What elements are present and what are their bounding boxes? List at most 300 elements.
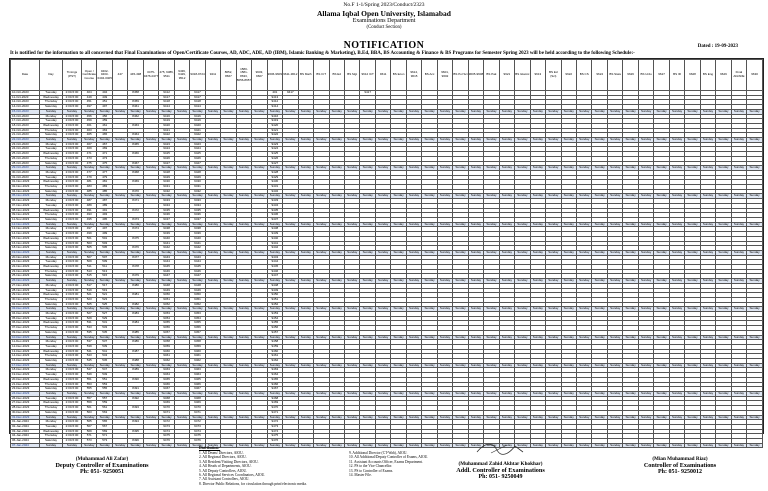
table-cell: Sunday (499, 166, 514, 171)
table-cell: 19-Oct-2023 (11, 128, 40, 133)
table-cell: 9430 (159, 180, 174, 185)
table-cell: Sunday (391, 307, 406, 312)
table-cell: Sunday (97, 363, 112, 368)
table-cell: Sunday (638, 250, 653, 255)
table-cell: 9429 (159, 175, 174, 180)
table-cell: 09-Nov-2023 (11, 213, 40, 218)
table-cell: Sunday (40, 443, 63, 448)
table-cell: 451 (97, 100, 112, 105)
table-cell: Sunday (437, 222, 452, 227)
distribution-item: 12. PS to the Vice Chancellor. (349, 464, 393, 469)
table-cell: 9435 (267, 208, 282, 213)
table-cell: Sunday (422, 279, 437, 284)
table-cell: 2:00-5:00 (63, 349, 82, 354)
table-cell: Sunday (453, 415, 468, 420)
table-cell: 9452 (190, 302, 205, 307)
table-cell: Sunday (406, 109, 421, 114)
table-cell: Sunday (143, 307, 158, 312)
table-cell: 495 (82, 217, 97, 222)
table-cell: 537 (97, 340, 112, 345)
table-cell: 9449 (267, 288, 282, 293)
table-cell: Sunday (685, 222, 700, 227)
column-header: 9622 (561, 60, 576, 91)
table-cell: Sunday (700, 222, 715, 227)
table-cell: 475 (97, 161, 112, 166)
table-cell: 483 (82, 185, 97, 190)
table-cell: Sunday (623, 250, 638, 255)
distribution-item: 11. Assistant Accounts Officer, Exams Department. (349, 459, 423, 464)
table-cell: 2:00-5:00 (63, 208, 82, 213)
table-cell: Sunday (344, 443, 359, 448)
table-cell: Sunday (700, 279, 715, 284)
table-cell: Thursday (40, 156, 63, 161)
table-cell: 8475 (128, 236, 143, 241)
table-cell: Sunday (453, 363, 468, 368)
table-cell: Sunday (329, 363, 344, 368)
table-cell: Sunday (669, 250, 684, 255)
column-header: 8652, 8667 (221, 60, 236, 91)
table-cell: 9459 (159, 344, 174, 349)
table-cell: Sunday (143, 222, 158, 227)
table-cell: 9445 (267, 265, 282, 270)
table-cell: Sunday (747, 166, 763, 171)
table-cell: Tuesday (40, 175, 63, 180)
table-cell: Sunday (40, 194, 63, 199)
table-cell: Sunday (236, 335, 251, 340)
column-header: BS Econ (391, 60, 406, 91)
table-cell: 18-Oct-2023 (11, 123, 40, 128)
table-cell: Sunday (406, 335, 421, 340)
table-cell: Sunday (592, 415, 607, 420)
table-cell: 2:00-5:00 (63, 119, 82, 124)
table-cell: Sunday (236, 443, 251, 448)
table-cell: Sunday (128, 194, 143, 199)
table-cell: Sunday (484, 279, 499, 284)
table-cell: 467 (82, 142, 97, 147)
column-header: 9630 (747, 60, 763, 91)
table-cell: Sunday (344, 138, 359, 143)
table-cell: 8492 (128, 396, 143, 401)
table-cell: Sunday (63, 443, 82, 448)
table-cell: Sunday (298, 307, 313, 312)
table-cell: 26-Dec-2023 (11, 396, 40, 401)
table-cell: 473 (97, 156, 112, 161)
column-header: 0475-0476-0477 (143, 60, 158, 91)
table-cell: Sunday (499, 250, 514, 255)
table-cell: 571 (97, 434, 112, 439)
table-cell: 9446 (159, 269, 174, 274)
table-cell: 9461 (159, 354, 174, 359)
distribution-item: 2. All Regional Directors, AIOU. (199, 455, 247, 460)
table-cell: 06-Dec-2023 (11, 321, 40, 326)
table-cell: Sunday (577, 363, 592, 368)
table-cell: Sunday (515, 363, 530, 368)
table-cell: Sunday (314, 194, 329, 199)
table-row (11, 250, 763, 255)
table-cell: 501 (82, 236, 97, 241)
table-cell: Sunday (360, 138, 375, 143)
table-cell: 9460 (159, 349, 174, 354)
table-cell: 9474 (267, 429, 282, 434)
table-cell: Sunday (344, 222, 359, 227)
table-cell: 491 (82, 208, 97, 213)
table-cell: Sunday (669, 138, 684, 143)
table-cell: Sunday (236, 194, 251, 199)
table-cell: 23-Nov-2023 (11, 269, 40, 274)
table-cell: 29-Oct-2023 (11, 166, 40, 171)
table-cell: Sunday (437, 109, 452, 114)
column-header: BS Urdu (638, 60, 653, 91)
table-cell: 2:00-5:00 (63, 246, 82, 251)
table-cell: 2:00-5:00 (63, 199, 82, 204)
table-cell: Sunday (190, 307, 205, 312)
department-name: Examinations Department (352, 18, 416, 24)
table-cell: 2:00-5:00 (63, 175, 82, 180)
table-cell: 9433 (267, 199, 282, 204)
table-cell: 07-Jan-2024 (11, 443, 40, 448)
table-cell: 9431 (159, 185, 174, 190)
table-cell: 456 (97, 114, 112, 119)
table-cell: 9419 (267, 119, 282, 124)
table-cell: Sunday (716, 138, 731, 143)
table-cell: 9460 (190, 349, 205, 354)
table-cell: Sunday (375, 166, 390, 171)
table-cell: Sunday (623, 194, 638, 199)
table-cell: 541 (82, 349, 97, 354)
table-cell: 9424 (190, 147, 205, 152)
column-header: 9628 (685, 60, 700, 91)
table-cell: Monday (40, 283, 63, 288)
table-cell: 9457 (159, 330, 174, 335)
table-cell: 513 (97, 269, 112, 274)
table-cell: 497 (82, 105, 97, 110)
table-cell: Sunday (484, 307, 499, 312)
table-cell: Sunday (344, 166, 359, 171)
signature-mark (471, 440, 531, 456)
table-cell: 02-Nov-2023 (11, 185, 40, 190)
table-cell: 499 (82, 232, 97, 237)
table-cell: Sunday (484, 443, 499, 448)
table-cell: Sunday (221, 415, 236, 420)
table-cell: 503 (82, 241, 97, 246)
table-cell: Monday (40, 227, 63, 232)
table-cell: Thursday (40, 382, 63, 387)
reference-number: No.F 1-1/Spring 2023/Conduct/2323 (343, 2, 425, 8)
table-cell: 9476 (190, 439, 205, 444)
table-cell: Sunday (499, 279, 514, 284)
table-cell: Sunday (685, 250, 700, 255)
table-cell: Sunday (190, 415, 205, 420)
table-cell: Sunday (221, 138, 236, 143)
table-cell: Sunday (205, 392, 220, 397)
table-cell: 489 (82, 203, 97, 208)
table-cell: Sunday (360, 335, 375, 340)
table-cell: Sunday (716, 335, 731, 340)
table-cell: Sunday (685, 307, 700, 312)
table-cell: 501 (97, 236, 112, 241)
table-cell: Sunday (654, 279, 669, 284)
table-cell: Thursday (40, 241, 63, 246)
distribution-item: 1. All Deans/ Directors, AIOU. (199, 451, 244, 455)
table-cell: Sunday (344, 335, 359, 340)
table-cell: 497 (97, 227, 112, 232)
table-cell: 9436 (190, 213, 205, 218)
table-cell: 2:00-5:00 (63, 420, 82, 425)
table-cell: Sunday (530, 392, 545, 397)
table-cell: Sunday (685, 194, 700, 199)
table-cell: Saturday (40, 189, 63, 194)
table-cell: Sunday (82, 307, 97, 312)
table-cell: 01-Jan-2024 (11, 420, 40, 425)
table-cell: Sunday (174, 166, 189, 171)
column-header: 9603, 9607 (252, 60, 267, 91)
table-cell: Sunday (40, 363, 63, 368)
table-cell: 511 (97, 265, 112, 270)
table-cell: Sunday (112, 138, 127, 143)
table-cell: 2:00-5:00 (63, 316, 82, 321)
table-cell: Sunday (221, 194, 236, 199)
table-cell: Sunday (128, 415, 143, 420)
table-cell: 567 (82, 424, 97, 429)
table-cell: Sunday (716, 443, 731, 448)
table-cell: Sunday (669, 307, 684, 312)
table-cell: 525 (82, 302, 97, 307)
table-cell: 28-Nov-2023 (11, 288, 40, 293)
table-cell: Sunday (190, 109, 205, 114)
table-cell: 553 (82, 382, 97, 387)
table-cell: Thursday (40, 354, 63, 359)
table-cell: Sunday (174, 335, 189, 340)
column-header: BS Pak (484, 60, 499, 91)
distribution-item: 13. PS to Controller of Exams. (349, 468, 394, 473)
table-cell: 9421 (159, 128, 174, 133)
table-cell: 20-Nov-2023 (11, 255, 40, 260)
table-cell: Sunday (236, 279, 251, 284)
table-cell: Sunday (623, 222, 638, 227)
table-cell: Sunday (360, 415, 375, 420)
table-cell: 9457 (190, 330, 205, 335)
table-cell: Sunday (112, 307, 127, 312)
table-cell: Sunday (561, 335, 576, 340)
table-cell: Sunday (731, 194, 746, 199)
table-cell: Sunday (252, 415, 267, 420)
table-cell: 459 (97, 119, 112, 124)
table-cell: Sunday (329, 109, 344, 114)
table-cell: Sunday (344, 307, 359, 312)
table-cell: 19-Nov-2023 (11, 250, 40, 255)
table-cell: 9413 (267, 95, 282, 100)
table-cell: Sunday (747, 250, 763, 255)
table-cell: Sunday (468, 222, 483, 227)
table-cell: Sunday (40, 279, 63, 284)
table-cell: 9473 (159, 424, 174, 429)
table-cell: Sunday (360, 222, 375, 227)
table-cell: Sunday (190, 194, 205, 199)
table-cell: Sunday (128, 279, 143, 284)
table-cell: Sunday (747, 443, 763, 448)
table-cell: 9444 (159, 260, 174, 265)
table-cell: Sunday (654, 250, 669, 255)
table-cell: Thursday (40, 406, 63, 411)
table-cell: 31-Dec-2023 (11, 415, 40, 420)
table-cell: 8482 (128, 302, 143, 307)
table-cell: Sunday (329, 307, 344, 312)
table-cell: Sunday (360, 363, 375, 368)
table-cell: Sunday (236, 392, 251, 397)
table-cell: Tuesday (40, 119, 63, 124)
signatory-phone: Ph: 051- 9250012 (658, 469, 702, 475)
signatory-name: (Muhammad Zahid Akhtar Khokhar) (458, 461, 543, 467)
table-cell: Sunday (63, 222, 82, 227)
table-cell: 9419 (190, 119, 205, 124)
table-cell: Sunday (422, 166, 437, 171)
table-cell: Sunday (82, 250, 97, 255)
table-cell: 9437 (190, 217, 205, 222)
table-cell: Sunday (592, 307, 607, 312)
table-cell: 2:00-5:00 (63, 161, 82, 166)
table-cell: Sunday (731, 392, 746, 397)
table-cell: 26-Oct-2023 (11, 156, 40, 161)
table-cell: Sunday (174, 222, 189, 227)
table-cell: Sunday (143, 335, 158, 340)
table-cell: 9417 (360, 91, 375, 96)
table-cell: Sunday (344, 194, 359, 199)
table-cell: 2:00-5:00 (63, 359, 82, 364)
table-cell: 9465 (267, 377, 282, 382)
table-cell: Sunday (607, 363, 622, 368)
table-cell: Sunday (159, 415, 174, 420)
table-cell: 9432 (190, 189, 205, 194)
table-cell: Sunday (468, 443, 483, 448)
table-cell: 8476 (128, 246, 143, 251)
table-cell: Sunday (638, 109, 653, 114)
table-cell: Sunday (515, 335, 530, 340)
table-cell: 9474 (159, 429, 174, 434)
table-cell: 9464 (190, 373, 205, 378)
table-cell: 9431 (267, 185, 282, 190)
table-cell: Sunday (747, 138, 763, 143)
table-cell: Sunday (731, 415, 746, 420)
table-cell: Sunday (329, 194, 344, 199)
table-cell: Sunday (267, 250, 282, 255)
table-cell: Wednesday (40, 293, 63, 298)
table-cell: 8479 (128, 274, 143, 279)
table-cell: Sunday (143, 109, 158, 114)
table-cell: 404 (97, 91, 112, 96)
table-cell: 9417 (159, 95, 174, 100)
university-name: Allama Iqbal Open University, Islamabad (317, 9, 451, 18)
table-cell: 9476 (159, 439, 174, 444)
table-cell: Sunday (205, 222, 220, 227)
table-cell: Sunday (747, 363, 763, 368)
table-cell: Sunday (221, 335, 236, 340)
table-cell: 2:00-5:00 (63, 213, 82, 218)
table-cell: 9469 (190, 401, 205, 406)
table-cell: 545 (97, 359, 112, 364)
table-cell: Sunday (577, 194, 592, 199)
table-cell: Sunday (128, 166, 143, 171)
table-cell: Sunday (283, 335, 298, 340)
table-cell: 9446 (190, 269, 205, 274)
table-cell: 561 (82, 406, 97, 411)
table-cell: Sunday (391, 222, 406, 227)
table-cell: 2:00-5:00 (63, 128, 82, 133)
table-cell: Sunday (654, 166, 669, 171)
table-cell: 30-Oct-2023 (11, 170, 40, 175)
table-cell: 9420 (267, 123, 282, 128)
signatory-name: (Mian Muhammad Riaz) (652, 456, 708, 462)
table-cell: 2:00-5:00 (63, 406, 82, 411)
table-cell: 2:00-5:00 (63, 424, 82, 429)
table-cell: Sunday (669, 109, 684, 114)
column-header: BS Math (298, 60, 313, 91)
table-cell: Sunday (143, 443, 158, 448)
table-cell: 467 (97, 142, 112, 147)
table-cell: Sunday (437, 307, 452, 312)
table-cell: Sunday (546, 250, 561, 255)
table-cell: 9427 (267, 161, 282, 166)
table-cell: Sunday (236, 109, 251, 114)
table-cell: Sunday (747, 194, 763, 199)
table-cell: Sunday (747, 392, 763, 397)
table-cell: Sunday (267, 392, 282, 397)
table-cell: 531 (82, 321, 97, 326)
column-header: BS Mgt (344, 60, 359, 91)
table-cell: 9475 (267, 434, 282, 439)
table-cell: 9417 (190, 95, 205, 100)
table-cell: Wednesday (40, 429, 63, 434)
table-cell: 8461 (128, 105, 143, 110)
table-cell: Sunday (453, 109, 468, 114)
table-cell: Saturday (40, 161, 63, 166)
table-cell: Sunday (314, 166, 329, 171)
signatory-2 (418, 440, 583, 480)
table-cell: 517 (97, 283, 112, 288)
distribution-item: 9. Additional Director (CT-Wah), AIOU. (349, 451, 408, 455)
table-cell: 06-Jan-2024 (11, 439, 40, 444)
table-cell: Sunday (143, 250, 158, 255)
table-cell: Sunday (375, 250, 390, 255)
column-header: 9606-9609 (267, 60, 282, 91)
table-cell: 2:00-5:00 (63, 387, 82, 392)
table-cell: Sunday (63, 307, 82, 312)
table-cell: 541 (97, 349, 112, 354)
table-cell: Sunday (406, 222, 421, 227)
table-cell: 9471 (159, 410, 174, 415)
table-cell: 24-Dec-2023 (11, 392, 40, 397)
table-cell: 559 (82, 401, 97, 406)
table-cell: Sunday (607, 250, 622, 255)
table-cell: Sunday (530, 222, 545, 227)
table-cell: 517 (82, 283, 97, 288)
table-cell: Monday (40, 170, 63, 175)
table-cell: Saturday (40, 133, 63, 138)
table-cell: 23-Oct-2023 (11, 142, 40, 147)
table-cell: Sunday (314, 363, 329, 368)
notification-title: NOTIFICATION (343, 40, 425, 51)
table-cell: Sunday (97, 392, 112, 397)
table-cell: 8459 (128, 100, 143, 105)
table-cell: 507 (97, 255, 112, 260)
table-cell: Sunday (468, 415, 483, 420)
table-cell: 9467 (159, 387, 174, 392)
table-cell: 9447 (190, 274, 205, 279)
table-cell: 463 (82, 128, 97, 133)
table-cell: Sunday (716, 307, 731, 312)
table-cell: 9458 (190, 340, 205, 345)
table-cell: 9461 (267, 354, 282, 359)
table-cell: 2:00-5:00 (63, 283, 82, 288)
